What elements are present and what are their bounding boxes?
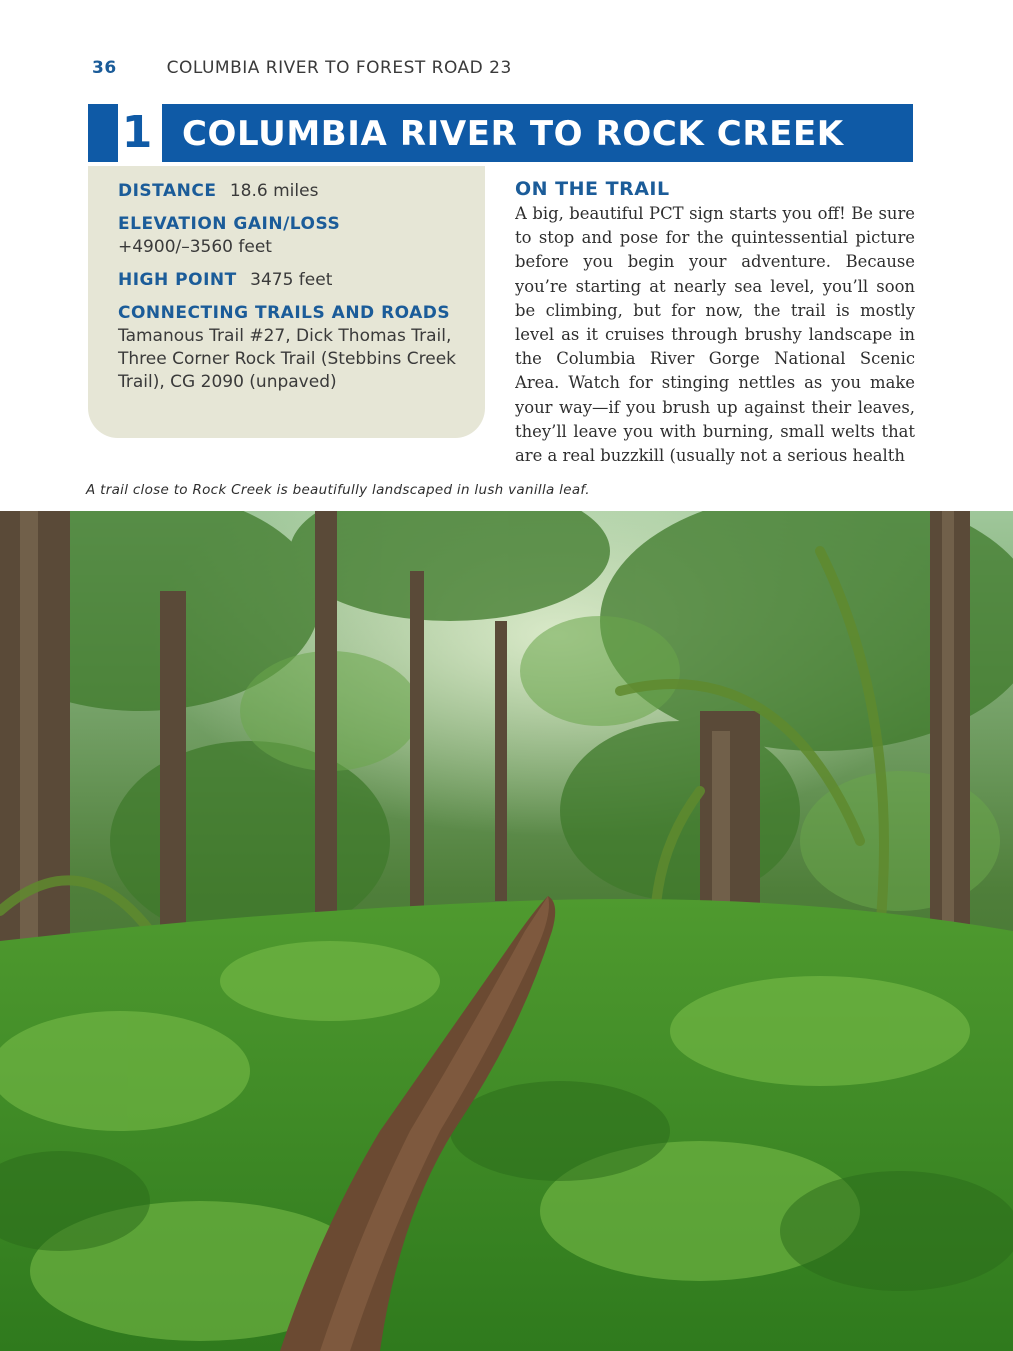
page-number: 36 <box>92 58 117 78</box>
trail-stats-box <box>88 166 485 438</box>
section-title: COLUMBIA RIVER TO ROCK CREEK <box>162 104 913 162</box>
distance-label: DISTANCE <box>118 181 217 201</box>
connecting-row <box>118 302 465 394</box>
highpoint-row <box>118 269 465 292</box>
on-the-trail-section <box>515 178 915 468</box>
on-the-trail-heading: ON THE TRAIL <box>515 178 670 200</box>
photo-caption: A trail close to Rock Creek is beautifully landscaped in lush vanilla leaf. <box>86 482 590 498</box>
connecting-value: Tamanous Trail #27, Dick Thomas Trail, Three Corner Rock Trail (Stebbins Creek Trail), CG 2090 (unpaved) <box>118 326 457 392</box>
section-number: 1 <box>88 104 156 162</box>
elevation-value: +4900/–3560 feet <box>118 237 272 257</box>
distance-value: 18.6 miles <box>229 181 319 201</box>
running-title: COLUMBIA RIVER TO FOREST ROAD 23 <box>166 58 512 78</box>
elevation-row <box>118 213 465 259</box>
distance-row <box>118 180 465 203</box>
on-the-trail-body: A big, beautiful PCT sign starts you off! Be sure to stop and pose for the quintessential picture before you begin your adventure. Because you’re starting at nearly sea level, you’ll soon be climbing, but for now, the trail is mostly level as it cruises through brushy landscape in the Columbia River Gorge National Scenic Area. Watch for stinging nettles as you make your way—if you brush up against their leaves, they’ll leave you with burning, small welts that are a real buzzkill (usually not a serious health <box>515 204 915 466</box>
connecting-label: CONNECTING TRAILS AND ROADS <box>118 303 451 323</box>
section-title-bar <box>88 104 913 162</box>
elevation-label: ELEVATION GAIN/LOSS <box>118 214 341 234</box>
highpoint-label: HIGH POINT <box>118 270 237 290</box>
page-header <box>92 58 512 78</box>
forest-trail-photo <box>0 511 1013 1351</box>
highpoint-value: 3475 feet <box>250 270 333 290</box>
